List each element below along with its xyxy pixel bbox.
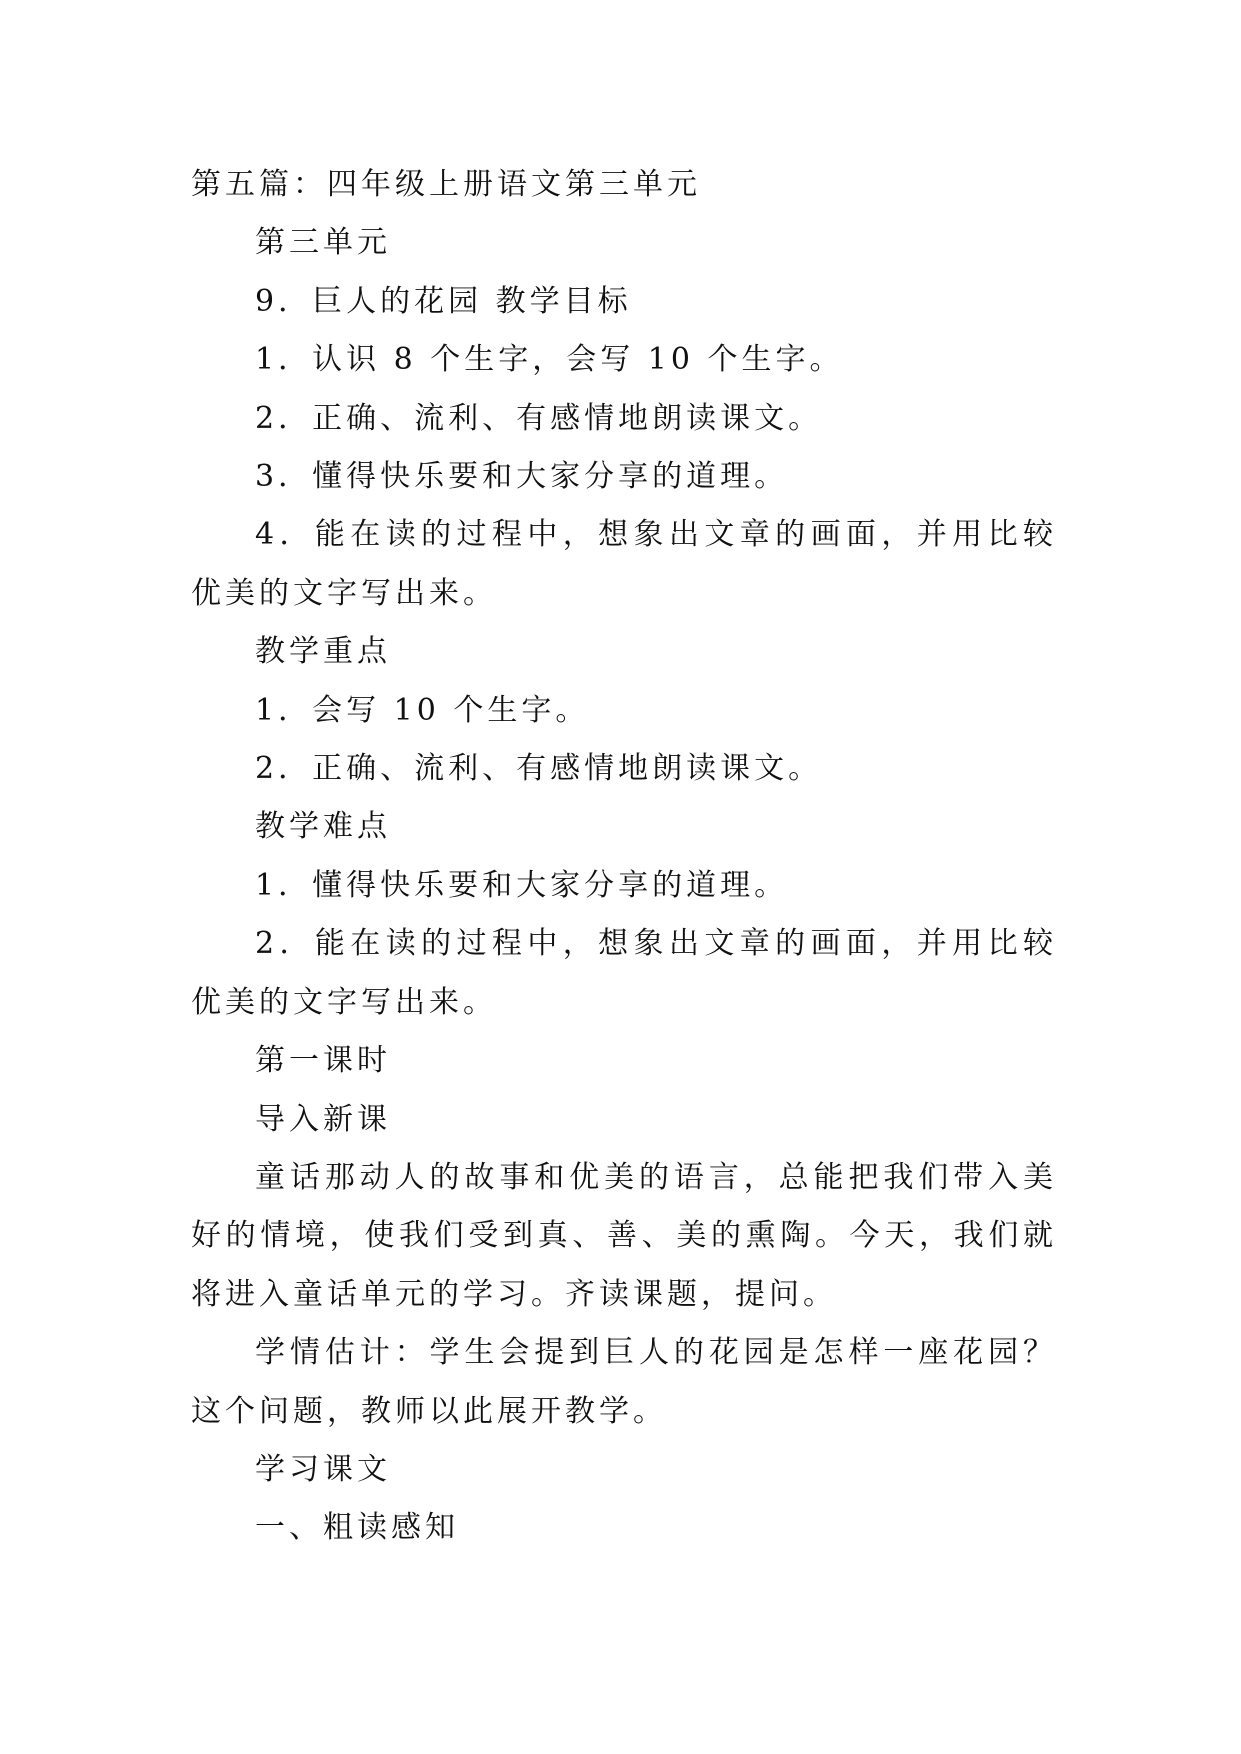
difficulty-item: 1．懂得快乐要和大家分享的道理。 [255,867,789,903]
document-title: 第五篇：四年级上册语文第三单元 [191,167,701,202]
unit-heading: 第三单元 [255,225,391,261]
objective-item: 4．能在读的过程中，想象出文章的画面，并用比较优美的文字写出来。 [191,517,1057,611]
document-body [191,156,1057,1558]
estimate-paragraph: 学情估计：学生会提到巨人的花园是怎样一座花园？这个问题，教师以此展开教学。 [191,1335,1057,1429]
difficulties-heading: 教学难点 [255,809,391,845]
key-points-heading: 教学重点 [255,634,391,670]
objective-item: 3．懂得快乐要和大家分享的道理。 [255,459,789,495]
objective-item: 2．正确、流利、有感情地朗读课文。 [255,400,823,436]
key-point-item: 1．会写 10 个生字。 [255,692,590,728]
period-heading: 第一课时 [255,1043,391,1079]
intro-heading: 导入新课 [255,1101,391,1137]
lesson-heading: 9．巨人的花园 教学目标 [255,283,632,319]
step-one-heading: 一、粗读感知 [255,1510,459,1546]
key-point-item: 2．正确、流利、有感情地朗读课文。 [255,751,823,787]
intro-paragraph: 童话那动人的故事和优美的语言，总能把我们带入美好的情境，使我们受到真、善、美的熏陶。今天，我们就将进入童话单元的学习。齐读课题，提问。 [191,1159,1057,1312]
difficulty-item: 2．能在读的过程中，想象出文章的画面，并用比较优美的文字写出来。 [191,926,1057,1020]
study-heading: 学习课文 [255,1451,391,1487]
objective-item: 1．认识 8 个生字，会写 10 个生字。 [255,342,844,378]
